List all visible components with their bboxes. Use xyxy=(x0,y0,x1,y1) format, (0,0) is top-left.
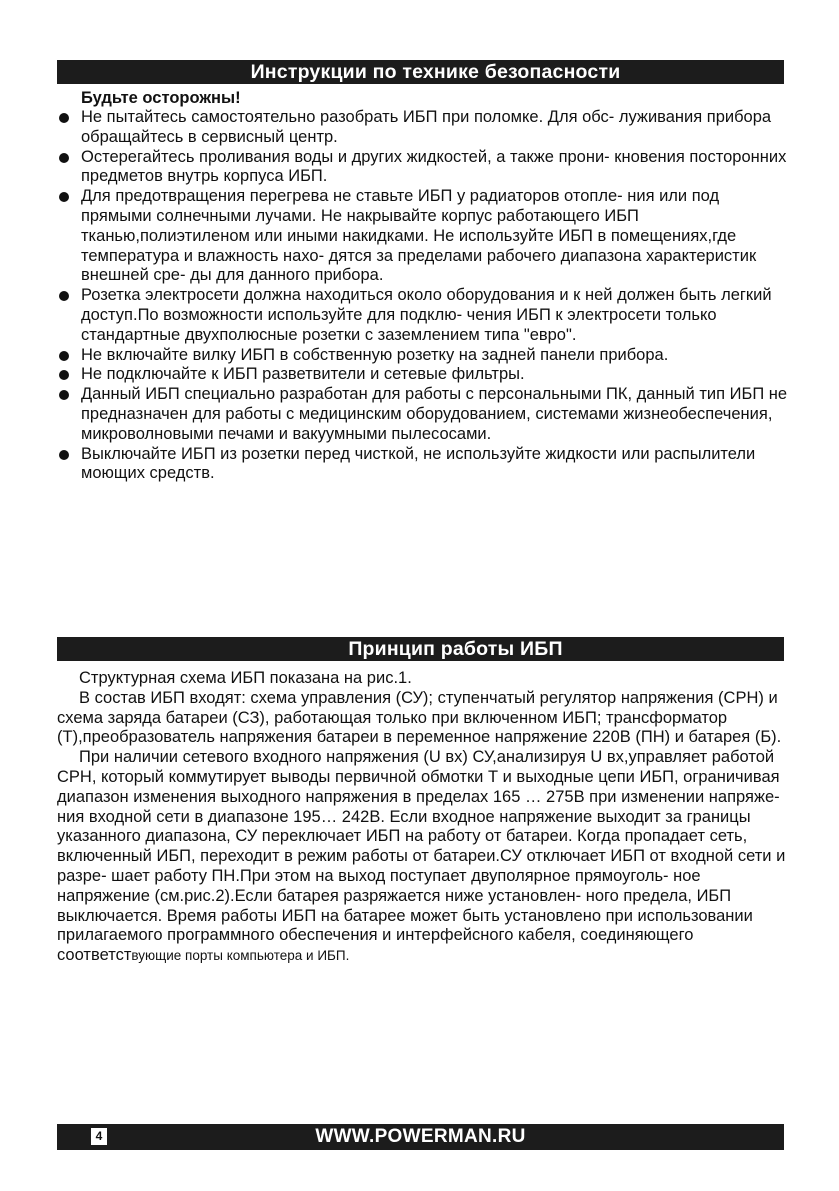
safety-rule: Выключайте ИБП из розетки перед чисткой, не используйте жидкости или распылители моющих средств. xyxy=(57,445,789,485)
caution-heading: Будьте осторожны! xyxy=(81,89,241,107)
bullet-icon xyxy=(59,370,69,380)
principle-section-header xyxy=(57,637,784,661)
paragraph-composition: В состав ИБП входят: схема управления (СУ); ступенчатый регулятор напряжения (СРН) и схема заряда батареи (СЗ), работающая только при включенном ИБП; трансформатор (Т),преобразователь напряжения батареи в переменное напряжение 220В (ПН) и батарея (Б). xyxy=(57,688,782,747)
safety-rule: Не включайте вилку ИБП в собственную розетку на задней панели прибора. xyxy=(57,346,789,366)
safety-rule: Для предотвращения перегрева не ставьте ИБП у радиаторов отопле- ния или под прямыми солнечными лучами. Не накрывайте корпус работающего ИБП тканью,полиэтиленом или иными накидками. Не используйте ИБП в помещениях,где температура и влажность нахо- дятся за пределами рабочего диапазона характеристик внешней сре- ды для данного прибора. xyxy=(57,187,789,286)
bullet-icon xyxy=(59,291,69,301)
safety-section-title: Инструкции по технике безопасности xyxy=(250,61,621,83)
safety-rule: Не пытайтесь самостоятельно разобрать ИБП при поломке. Для обс- луживания прибора обращайтесь в сервисный центр. xyxy=(57,108,789,148)
safety-rules-list xyxy=(57,108,789,484)
page-footer xyxy=(57,1124,784,1150)
bullet-icon xyxy=(59,192,69,202)
principle-section-title: Принцип работы ИБП xyxy=(348,638,563,660)
bullet-icon xyxy=(59,450,69,460)
safety-rule: Остерегайтесь проливания воды и других жидкостей, а также прони- кновения посторонних предметов внутрь корпуса ИБП. xyxy=(57,148,789,188)
safety-rule: Данный ИБП специально разработан для работы с персональными ПК, данный тип ИБП не предназначен для работы с медицинским оборудованием, системами жизнеобеспечения, микроволновыми печами и вакуумными пылесосами. xyxy=(57,385,789,444)
bullet-icon xyxy=(59,390,69,400)
bullet-icon xyxy=(59,153,69,163)
bullet-icon xyxy=(59,113,69,123)
paragraph-operation: При наличии сетевого входного напряжения (U вх) СУ,анализируя U вх,управляет работой СРН, который коммутирует выводы первичной обмотки Т и выходные цепи ИБП, ограничивая диапазон изменения выходного напряжения в пределах 165 … 275В при изменении напряже- ния входной сети в диапазоне 195… 242В. Если входное напряжение выходит за границы указанного диапазона, СУ переключает ИБП на работу от батареи. Когда пропадает сеть, включенный ИБП, переходит в режим работы от батареи.СУ отключает ИБП от входной сети и разре- шает работу ПН.При этом на выход поступает двуполярное прямоуголь- ное напряжение (см.рис.2).Если батарея разряжается ниже установлен- ного предела, ИБП выключается. Время работы ИБП на батарее может быть установлено при использовании прилагаемого программного обеспечения и интерфейсного кабеля, соединяющего соответствующие порты компьютера и ИБП. xyxy=(57,748,786,965)
paragraph-operation-tail: вующие порты компьютера и ИБП. xyxy=(131,948,350,964)
safety-rule: Розетка электросети должна находиться около оборудования и к ней должен быть легкий доступ.По возможности используйте для подклю- чения ИБП к электросети только стандартные двухполюсные розетки с заземлением типа "евро". xyxy=(57,286,789,345)
page-number: 4 xyxy=(91,1128,107,1145)
website-url: WWW.POWERMAN.RU xyxy=(315,1126,526,1147)
bullet-icon xyxy=(59,351,69,361)
safety-section xyxy=(57,89,789,484)
paragraph-intro: Структурная схема ИБП показана на рис.1. xyxy=(79,669,412,687)
safety-rule: Не подключайте к ИБП разветвители и сетевые фильтры. xyxy=(57,365,789,385)
principle-section xyxy=(57,669,789,966)
safety-section-header xyxy=(57,60,784,84)
